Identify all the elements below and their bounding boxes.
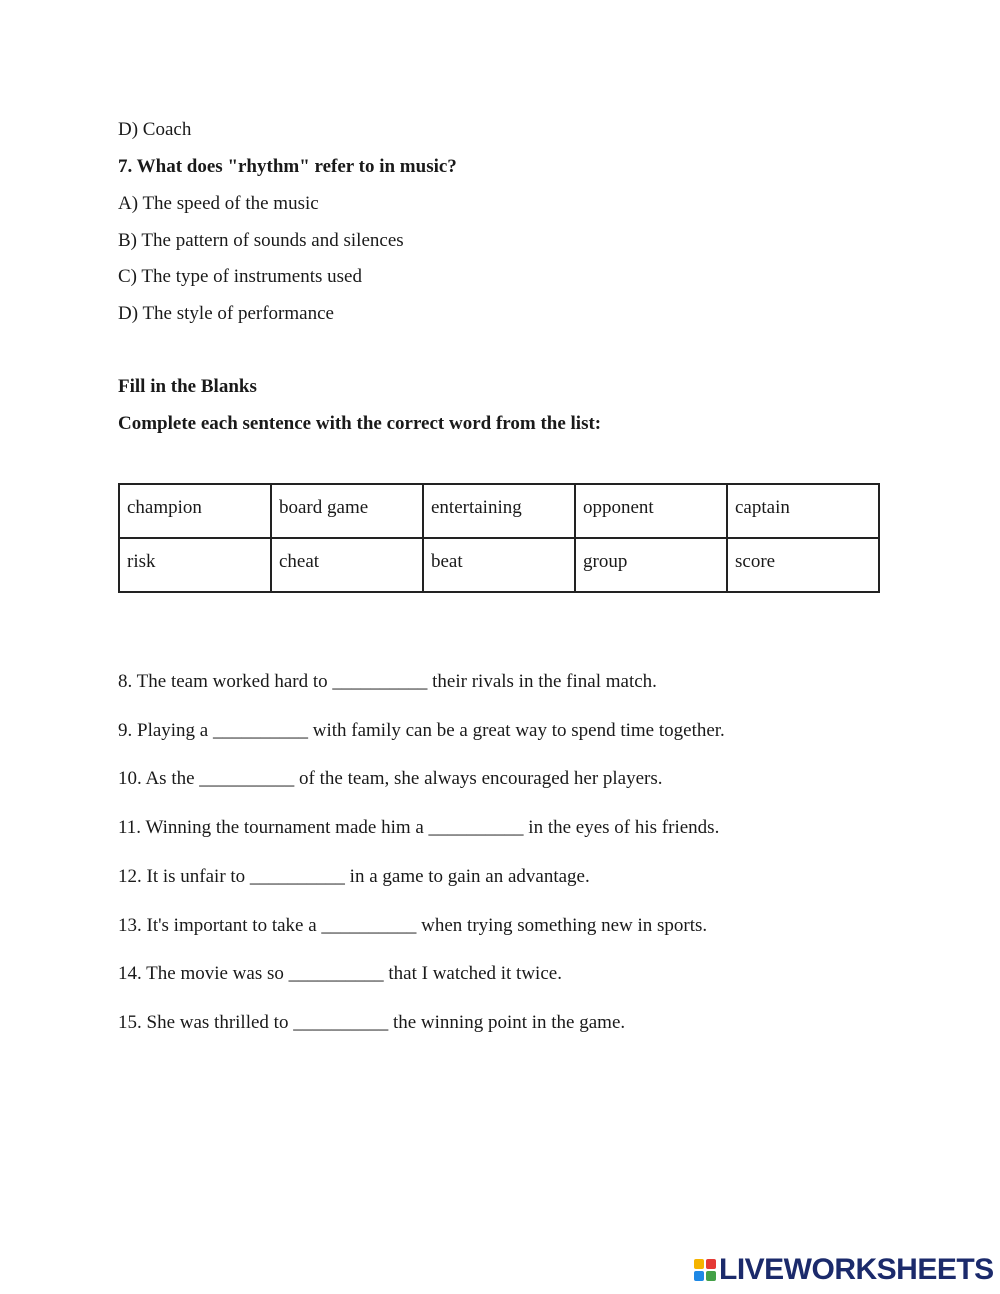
word-bank-cell: group [575, 538, 727, 592]
word-bank-cell: entertaining [423, 484, 575, 538]
sentence-12[interactable]: 12. It is unfair to __________ in a game to gain an advantage. [118, 866, 590, 887]
liveworksheets-logo-icon [694, 1259, 716, 1281]
word-bank-cell: beat [423, 538, 575, 592]
sentence-15[interactable]: 15. She was thrilled to __________ the winning point in the game. [118, 1012, 626, 1033]
logo-square [706, 1271, 716, 1281]
sentence-11[interactable]: 11. Winning the tournament made him a __________ in the eyes of his friends. [118, 817, 720, 838]
logo-square [706, 1259, 716, 1269]
section-heading: Fill in the Blanks [118, 376, 257, 397]
word-bank-cell: risk [119, 538, 271, 592]
word-bank-table [118, 483, 880, 593]
sentence-8[interactable]: 8. The team worked hard to __________ their rivals in the final match. [118, 671, 657, 692]
question-7-option-d[interactable]: D) The style of performance [118, 303, 334, 324]
option-d-coach: D) Coach [118, 119, 192, 140]
word-bank-cell: opponent [575, 484, 727, 538]
question-7-option-b[interactable]: B) The pattern of sounds and silences [118, 230, 404, 251]
question-7-prompt: 7. What does "rhythm" refer to in music? [118, 156, 457, 177]
sentence-13[interactable]: 13. It's important to take a __________ when trying something new in sports. [118, 915, 708, 936]
question-7-option-c[interactable]: C) The type of instruments used [118, 266, 362, 287]
liveworksheets-logo [694, 1254, 994, 1286]
word-bank-cell: captain [727, 484, 879, 538]
sentence-10[interactable]: 10. As the __________ of the team, she always encouraged her players. [118, 768, 663, 789]
word-bank-cell: score [727, 538, 879, 592]
sentence-14[interactable]: 14. The movie was so __________ that I watched it twice. [118, 963, 562, 984]
sentence-9[interactable]: 9. Playing a __________ with family can be a great way to spend time together. [118, 720, 725, 741]
word-bank-cell: cheat [271, 538, 423, 592]
word-bank-row [119, 538, 879, 592]
word-bank-row [119, 484, 879, 538]
logo-square [694, 1271, 704, 1281]
question-7-option-a[interactable]: A) The speed of the music [118, 193, 319, 214]
logo-square [694, 1259, 704, 1269]
section-instruction: Complete each sentence with the correct word from the list: [118, 413, 602, 434]
word-bank-cell: board game [271, 484, 423, 538]
word-bank-cell: champion [119, 484, 271, 538]
liveworksheets-brand-text: LIVEWORKSHEETS [719, 1253, 994, 1286]
